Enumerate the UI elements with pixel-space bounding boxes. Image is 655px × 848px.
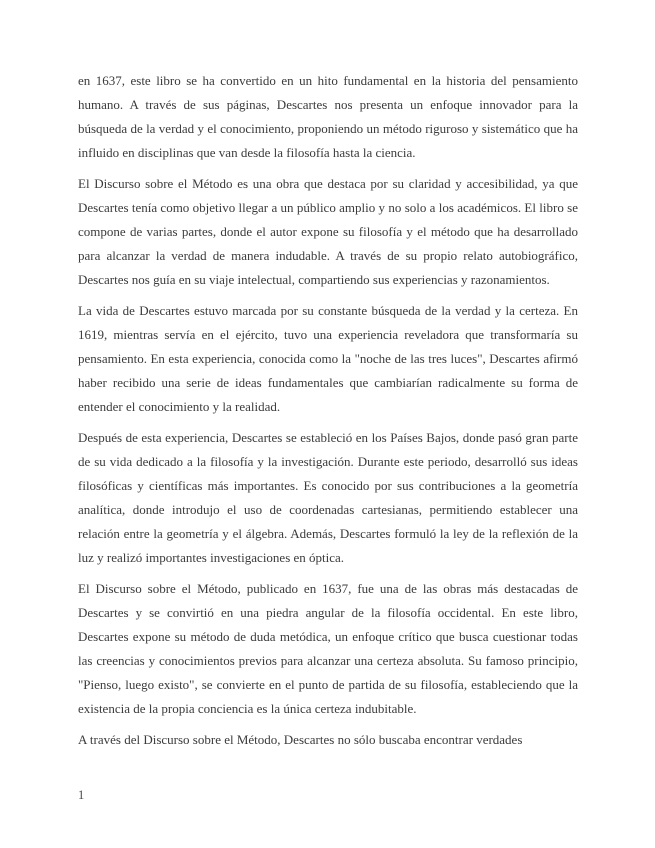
page-number: 1 xyxy=(78,788,85,802)
document-body-text xyxy=(78,69,578,752)
paragraph-2: El Discurso sobre el Método es una obra que destaca por su claridad y accesibilidad, ya que Descartes tenía como objetivo llegar a un público amplio y no solo a los académicos. El libro se compone de varias partes, donde el autor expone su filosofía y el método que ha desarrollado para alcanzar la verdad de manera indudable. A través de su propio relato autobiográfico, Descartes nos guía en su viaje intelectual, compartiendo sus experiencias y razonamientos. xyxy=(78,176,578,287)
paragraph-1: en 1637, este libro se ha convertido en un hito fundamental en la historia del pensamiento humano. A través de sus páginas, Descartes nos presenta un enfoque innovador para la búsqueda de la verdad y el conocimiento, proponiendo un método riguroso y sistemático que ha influido en disciplinas que van desde la filosofía hasta la ciencia. xyxy=(78,73,578,160)
paragraph-3: La vida de Descartes estuvo marcada por su constante búsqueda de la verdad y la certeza. En 1619, mientras servía en el ejército, tuvo una experiencia reveladora que transformaría su pensamiento. En esta experiencia, conocida como la "noche de las tres luces", Descartes afirmó haber recibido una serie de ideas fundamentales que cambiarían radicalmente su forma de entender el conocimiento y la realidad. xyxy=(78,303,578,414)
paragraph-6: A través del Discurso sobre el Método, Descartes no sólo buscaba encontrar verdades xyxy=(78,732,523,747)
paragraph-5: El Discurso sobre el Método, publicado en 1637, fue una de las obras más destacadas de Descartes y se convirtió en una piedra angular de la filosofía occidental. En este libro, Descartes expone su método de duda metódica, un enfoque crítico que busca cuestionar todas las creencias y conocimientos previos para alcanzar una certeza absoluta. Su famoso principio, "Pienso, luego existo", se convierte en el punto de partida de su filosofía, estableciendo que la existencia de la propia conciencia es la única certeza indubitable. xyxy=(78,581,578,716)
paragraph-4: Después de esta experiencia, Descartes se estableció en los Países Bajos, donde pasó gran parte de su vida dedicado a la filosofía y la investigación. Durante este periodo, desarrolló sus ideas filosóficas y científicas más importantes. Es conocido por sus contribuciones a la geometría analítica, donde introdujo el uso de coordenadas cartesianas, permitiendo establecer una relación entre la geometría y el álgebra. Además, Descartes formuló la ley de la reflexión de la luz y realizó importantes investigaciones en óptica. xyxy=(78,430,578,565)
